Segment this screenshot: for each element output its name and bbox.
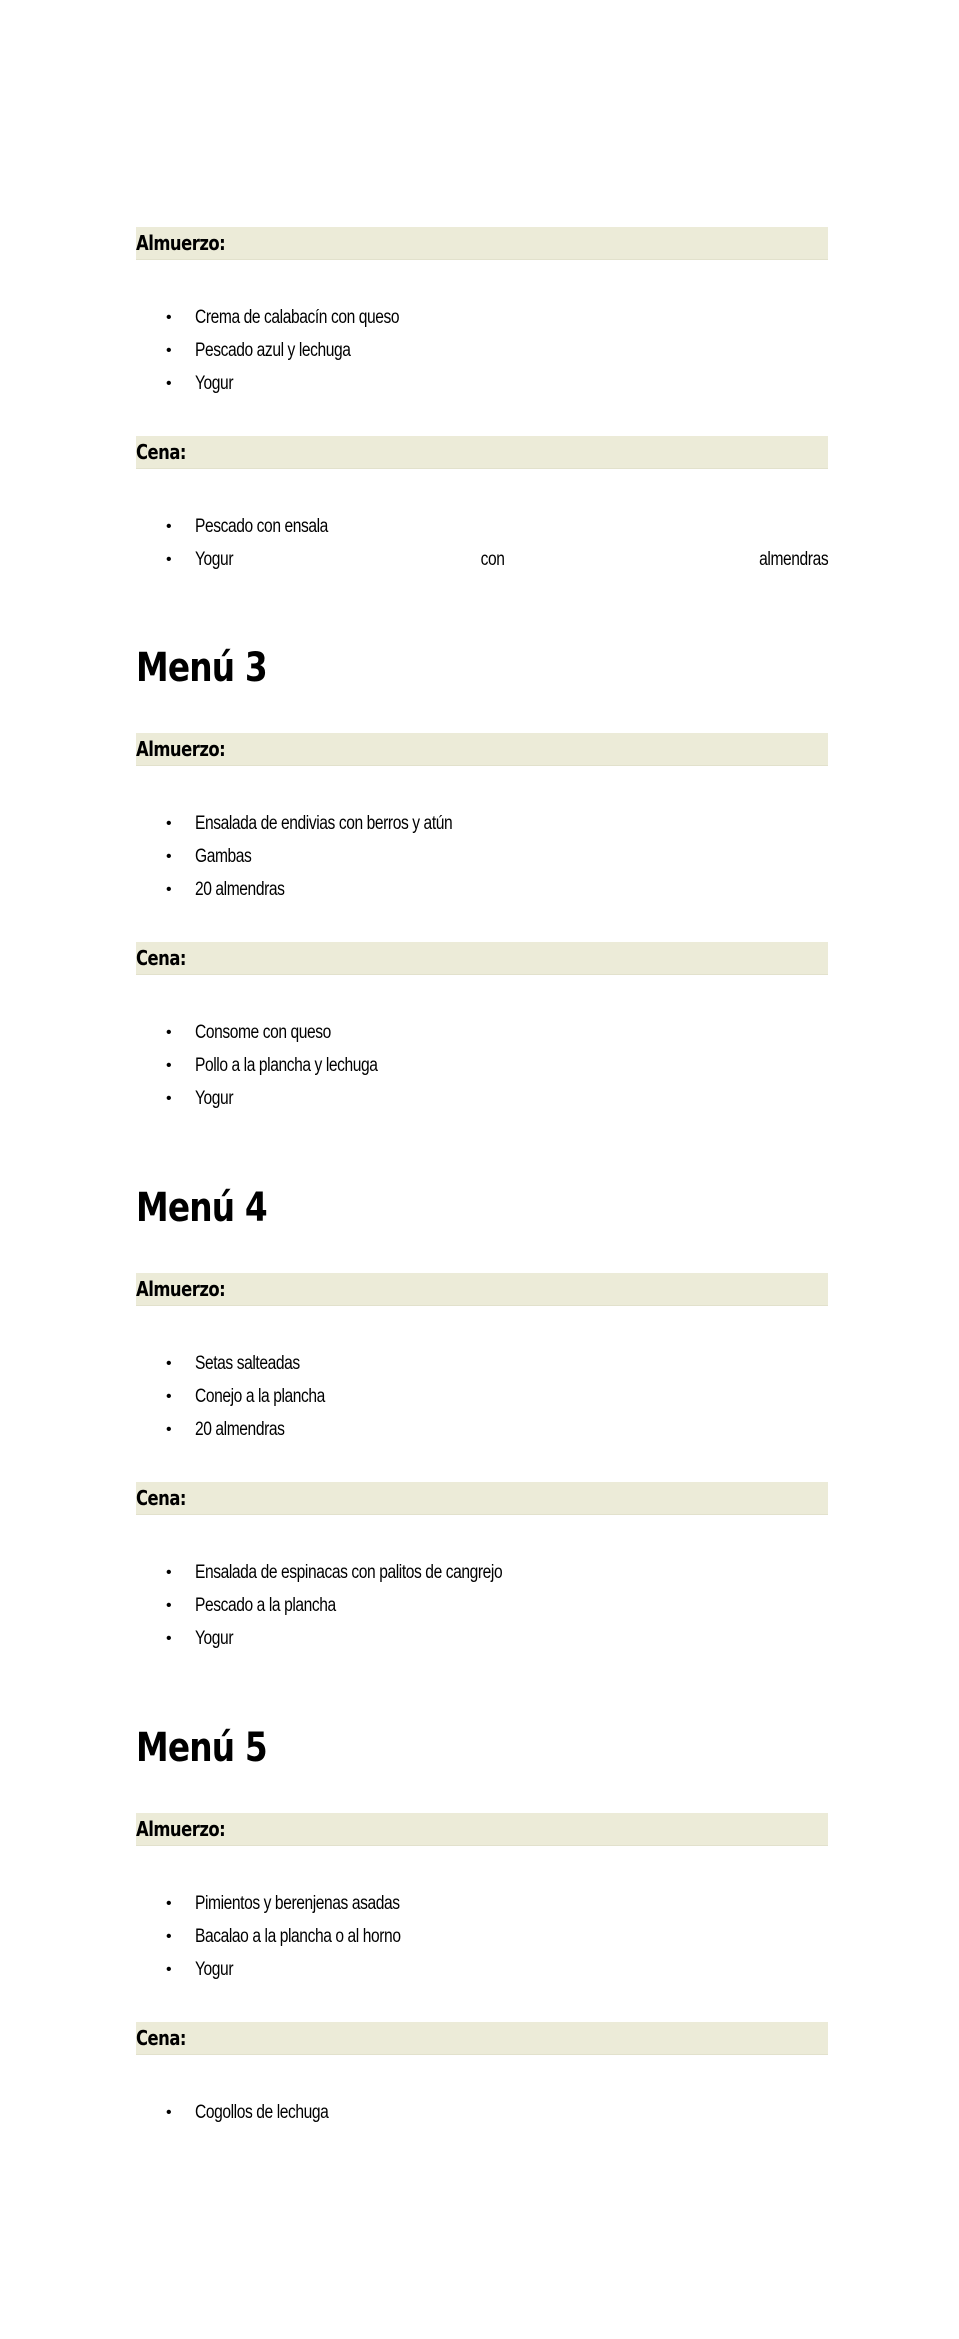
list-item: • Yogur bbox=[166, 1088, 234, 1109]
dinner-header: Cena: bbox=[136, 2022, 828, 2055]
list-item: • Yogur bbox=[166, 373, 234, 394]
menu-title: Menú 3 bbox=[136, 645, 267, 691]
lunch-header: Almuerzo: bbox=[136, 1273, 828, 1306]
lunch-list bbox=[136, 1347, 828, 1446]
lunch-header: Almuerzo: bbox=[136, 733, 828, 766]
dinner-list bbox=[136, 510, 828, 576]
list-item: • Pescado azul y lechuga bbox=[166, 340, 351, 361]
dinner-header: Cena: bbox=[136, 436, 828, 469]
list-item: • Gambas bbox=[166, 846, 252, 867]
lunch-list bbox=[136, 807, 828, 906]
list-item: • Cogollos de lechuga bbox=[166, 2102, 329, 2123]
lunch-header: Almuerzo: bbox=[136, 227, 828, 260]
lunch-list bbox=[136, 1887, 828, 1986]
dinner-list bbox=[136, 1016, 828, 1115]
lunch-list bbox=[136, 301, 828, 400]
dinner-list bbox=[136, 2096, 828, 2129]
dinner-list bbox=[136, 1556, 828, 1655]
list-item: • Pollo a la plancha y lechuga bbox=[166, 1055, 378, 1076]
dinner-header: Cena: bbox=[136, 1482, 828, 1515]
list-item: • Conejo a la plancha bbox=[166, 1386, 325, 1407]
list-item: • Crema de calabacín con queso bbox=[166, 307, 400, 328]
list-item: • Pescado con ensala bbox=[166, 516, 328, 537]
list-item: • Yogur bbox=[166, 1628, 234, 1649]
list-item: • Bacalao a la plancha o al horno bbox=[166, 1926, 401, 1947]
list-item: • Ensalada de espinacas con palitos de cangrejo bbox=[166, 1562, 503, 1583]
list-item: • Pescado a la plancha bbox=[166, 1595, 336, 1616]
menu-title: Menú 5 bbox=[136, 1725, 267, 1771]
list-item: • 20 almendras bbox=[166, 1419, 285, 1440]
list-item: • 20 almendras bbox=[166, 879, 285, 900]
list-item: • Pimientos y berenjenas asadas bbox=[166, 1893, 400, 1914]
list-item: • Ensalada de endivias con berros y atún bbox=[166, 813, 453, 834]
lunch-header: Almuerzo: bbox=[136, 1813, 828, 1846]
list-item: • Yogur con almendras bbox=[166, 549, 828, 570]
menu-title: Menú 4 bbox=[136, 1185, 267, 1231]
list-item: • Consome con queso bbox=[166, 1022, 331, 1043]
dinner-header: Cena: bbox=[136, 942, 828, 975]
list-item: • Setas salteadas bbox=[166, 1353, 300, 1374]
list-item: • Yogur bbox=[166, 1959, 234, 1980]
